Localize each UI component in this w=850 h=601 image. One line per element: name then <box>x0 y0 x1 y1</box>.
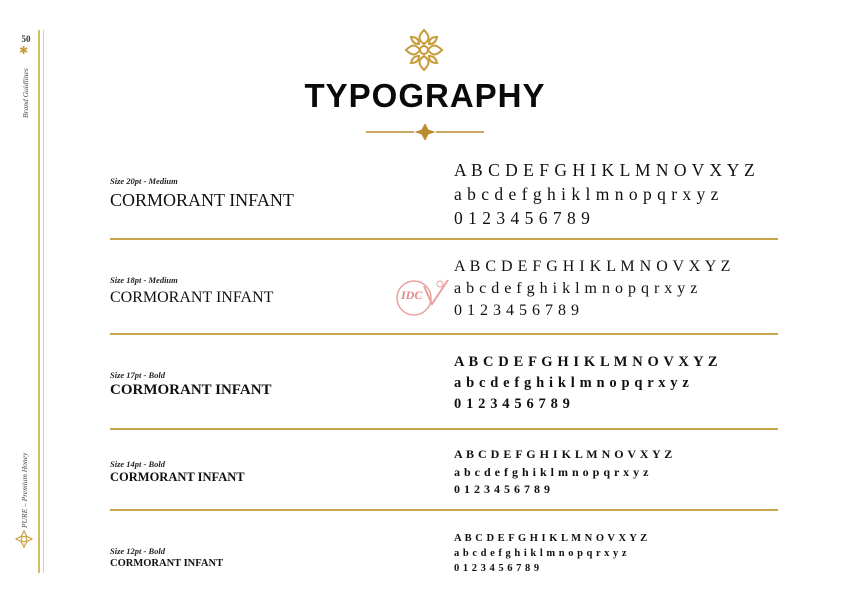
glyph-digits: 0 1 2 3 4 5 6 7 8 9 <box>454 396 571 412</box>
font-name: CORMORANT INFANT <box>110 558 224 569</box>
glyph-uppercase: A B C D E F G H I K L M N O V X Y Z <box>454 160 756 180</box>
section-divider <box>110 333 778 335</box>
watermark-text: IDC <box>401 288 423 302</box>
glyph-lowercase: a b c d e f g h i k l m n o p q r x y z <box>454 280 698 297</box>
title-ornament-divider <box>366 124 484 140</box>
spec-caption: Size 20pt - Medium <box>110 176 178 186</box>
specimen-row-14pt <box>110 446 778 506</box>
glyph-digits: 0 1 2 3 4 5 6 7 8 9 <box>454 482 551 496</box>
glyph-set <box>454 531 648 576</box>
star-icon: ✱ <box>19 45 29 57</box>
specimen-row-12pt <box>110 531 778 581</box>
side-label-guidelines: Brand Guidlines <box>21 68 30 118</box>
spec-caption: Size 17pt - Bold <box>110 370 166 380</box>
glyph-set <box>454 352 718 415</box>
font-name: CORMORANT INFANT <box>110 190 294 210</box>
glyph-digits: 0 1 2 3 4 5 6 7 8 9 <box>454 208 591 228</box>
specimen-row-20pt <box>110 158 778 236</box>
glyph-set <box>454 446 673 499</box>
glyph-uppercase: A B C D E F G H I K L M N O V X Y Z <box>454 447 673 461</box>
font-name: CORMORANT INFANT <box>110 289 274 306</box>
page-title: TYPOGRAPHY <box>304 77 546 114</box>
side-label-brand: PURE – Premium Honey <box>20 452 29 528</box>
spec-caption: Size 18pt - Medium <box>110 275 178 285</box>
section-divider <box>110 238 778 240</box>
page-number: 50 <box>21 34 31 44</box>
lotus-emblem-icon <box>15 530 33 548</box>
font-name: CORMORANT INFANT <box>110 382 272 398</box>
font-name: CORMORANT INFANT <box>110 470 245 484</box>
glyph-digits: 0 1 2 3 4 5 6 7 8 9 <box>454 563 540 574</box>
glyph-uppercase: A B C D E F G H I K L M N O V X Y Z <box>454 533 648 544</box>
glyph-digits: 0 1 2 3 4 5 6 7 8 9 <box>454 302 580 319</box>
glyph-lowercase: a b c d e f g h i k l m n o p q r x y z <box>454 184 719 204</box>
glyph-uppercase: A B C D E F G H I K L M N O V X Y Z <box>454 258 731 275</box>
spec-caption: Size 14pt - Bold <box>110 459 166 469</box>
glyph-lowercase: a b c d e f g h i k l m n o p q r x y z <box>454 375 690 391</box>
section-divider <box>110 509 778 511</box>
glyph-lowercase: a b c d e f g h i k l m n o p q r x y z <box>454 464 649 479</box>
glyph-uppercase: A B C D E F G H I K L M N O V X Y Z <box>454 354 719 370</box>
lotus-emblem-icon <box>404 28 444 72</box>
specimen-row-18pt <box>110 256 778 334</box>
specimen-row-17pt <box>110 352 778 428</box>
glyph-set <box>454 158 755 230</box>
glyph-lowercase: a b c d e f g h i k l m n o p q r x y z <box>454 548 628 559</box>
glyph-set <box>454 256 731 322</box>
section-divider <box>110 428 778 430</box>
spec-caption: Size 12pt - Bold <box>110 546 166 556</box>
